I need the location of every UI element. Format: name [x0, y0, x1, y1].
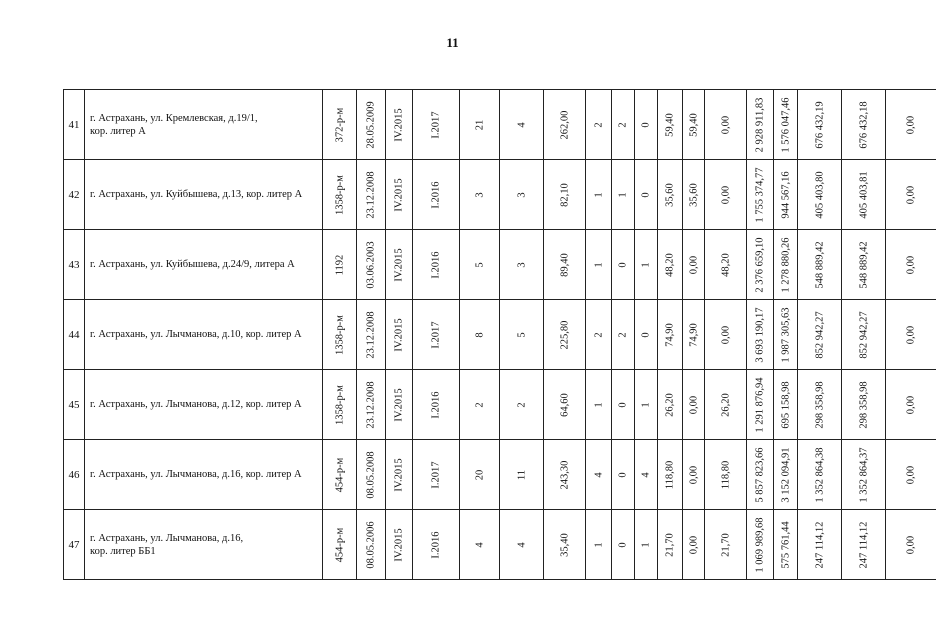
flats-municipal-cell [612, 510, 635, 580]
flats-private-cell [635, 160, 658, 230]
order-date-value: 08.05.2006 [365, 520, 377, 569]
area-cell [544, 300, 586, 370]
end-quarter-value: I.2016 [430, 250, 442, 279]
start-quarter-cell [386, 440, 413, 510]
order-date-value: 23.12.2008 [365, 310, 377, 359]
order-number-value: 454-р-м [334, 457, 345, 492]
residents-count-value: 5 [474, 261, 485, 268]
residents-count-cell [460, 160, 500, 230]
cost-total-value: 1 069 989,68 [754, 516, 766, 573]
cost-region-value: 1 352 864,38 [814, 446, 825, 503]
housing-register-table [63, 89, 936, 580]
cost-municipal-cell [842, 370, 886, 440]
table-row [64, 230, 936, 300]
flats-municipal-cell [612, 440, 635, 510]
table-row [64, 160, 936, 230]
start-quarter-cell [386, 160, 413, 230]
cost-fund-cell [774, 440, 798, 510]
table-row [64, 510, 936, 580]
cost-total-value: 2 928 911,83 [754, 97, 766, 152]
cost-municipal-cell [842, 510, 886, 580]
order-date-value: 23.12.2008 [365, 170, 377, 219]
order-number-cell [323, 510, 357, 580]
area-cell [544, 370, 586, 440]
table-row [64, 90, 936, 160]
cost-municipal-cell [842, 440, 886, 510]
flats-total-cell [586, 440, 612, 510]
flats-total-value: 1 [593, 541, 604, 548]
cost-municipal-value: 1 352 864,37 [858, 446, 869, 503]
cost-fund-cell [774, 230, 798, 300]
area-total-value: 48,20 [664, 252, 676, 277]
address-cell: г. Астрахань, ул. Лычманова, д.16, кор. литер А [85, 440, 323, 510]
order-number-value: 372-р-м [334, 107, 345, 142]
residents-count-value: 20 [474, 469, 485, 480]
area-total-value: 118,80 [664, 460, 676, 489]
cost-fund-value: 1 987 305,63 [780, 306, 791, 363]
flats-municipal-cell [612, 230, 635, 300]
area-total-value: 26,20 [664, 392, 676, 417]
area-value: 89,40 [559, 252, 570, 277]
area-private-value: 48,20 [720, 252, 731, 277]
order-date-value: 08.05.2008 [365, 450, 377, 499]
area-municipal-cell [683, 510, 705, 580]
area-value: 64,60 [559, 392, 570, 417]
area-total-cell [658, 90, 683, 160]
cost-municipal-cell [842, 300, 886, 370]
flats-total-cell [586, 300, 612, 370]
address-cell: г. Астрахань, ул. Куйбышева, д.24/9, литера А [85, 230, 323, 300]
flats-private-value: 0 [640, 331, 652, 338]
area-municipal-cell [683, 440, 705, 510]
residents-count-cell [460, 90, 500, 160]
cost-municipal-value: 298 358,98 [858, 380, 869, 429]
cost-fund-cell [774, 510, 798, 580]
order-date-value: 28.05.2009 [365, 100, 377, 149]
start-quarter-value: IV.2015 [393, 107, 405, 142]
end-quarter-value: I.2016 [430, 180, 442, 209]
flats-total-value: 1 [593, 261, 604, 268]
order-number-value: 1358-р-м [334, 174, 345, 215]
flats-total-value: 1 [593, 401, 604, 408]
start-quarter-cell [386, 230, 413, 300]
area-total-cell [658, 300, 683, 370]
cost-region-cell [798, 160, 842, 230]
order-number-value: 1358-р-м [334, 384, 345, 425]
flats-total-value: 2 [593, 121, 604, 128]
cost-total-cell [747, 300, 774, 370]
area-cell [544, 510, 586, 580]
area-municipal-cell [683, 90, 705, 160]
end-quarter-value: I.2016 [430, 530, 442, 559]
area-total-cell [658, 440, 683, 510]
cost-total-value: 1 291 876,94 [754, 376, 766, 433]
cost-fund-value: 1 278 880,26 [780, 236, 791, 293]
flats-total-value: 1 [593, 191, 604, 198]
area-value: 82,10 [559, 182, 570, 207]
order-number-cell [323, 160, 357, 230]
area-private-value: 118,80 [720, 460, 731, 489]
cost-other-cell [886, 300, 936, 370]
area-total-cell [658, 160, 683, 230]
flats-private-value: 1 [640, 401, 652, 408]
cost-fund-value: 575 761,44 [780, 520, 791, 569]
flats-count-cell [500, 370, 544, 440]
flats-municipal-value: 2 [617, 121, 629, 128]
flats-count-value: 4 [516, 121, 527, 128]
cost-municipal-value: 548 889,42 [858, 240, 869, 289]
cost-total-value: 5 857 823,66 [754, 446, 766, 503]
area-private-cell [705, 160, 747, 230]
flats-private-value: 0 [640, 191, 652, 198]
flats-count-cell [500, 230, 544, 300]
cost-municipal-value: 852 942,27 [858, 310, 869, 359]
cost-other-value: 0,00 [905, 395, 917, 414]
area-total-cell [658, 370, 683, 440]
flats-municipal-value: 0 [617, 401, 629, 408]
flats-private-value: 1 [640, 541, 652, 548]
area-private-cell [705, 230, 747, 300]
end-quarter-cell [413, 300, 460, 370]
start-quarter-cell [386, 90, 413, 160]
area-value: 262,00 [559, 110, 570, 139]
area-municipal-cell [683, 230, 705, 300]
flats-count-value: 11 [516, 469, 527, 480]
area-total-cell [658, 510, 683, 580]
cost-region-cell [798, 440, 842, 510]
cost-region-value: 676 432,19 [814, 100, 825, 149]
flats-private-cell [635, 370, 658, 440]
address-cell: г. Астрахань, ул. Кремлевская, д.19/1, кор. литер А [85, 90, 323, 160]
start-quarter-value: IV.2015 [393, 317, 405, 352]
cost-region-cell [798, 300, 842, 370]
area-municipal-value: 35,60 [688, 182, 699, 207]
order-number-cell [323, 440, 357, 510]
flats-total-cell [586, 90, 612, 160]
cost-total-value: 2 376 659,10 [754, 236, 766, 293]
flats-municipal-value: 0 [617, 541, 629, 548]
area-total-value: 74,90 [664, 322, 676, 347]
cost-region-value: 852 942,27 [814, 310, 825, 359]
start-quarter-value: IV.2015 [393, 247, 405, 282]
table-row [64, 370, 936, 440]
end-quarter-cell [413, 440, 460, 510]
order-date-cell [357, 300, 386, 370]
residents-count-cell [460, 300, 500, 370]
cost-other-cell [886, 230, 936, 300]
residents-count-value: 2 [474, 401, 485, 408]
cost-fund-cell [774, 90, 798, 160]
cost-municipal-cell [842, 90, 886, 160]
end-quarter-cell [413, 230, 460, 300]
address-cell: г. Астрахань, ул. Лычманова, д.10, кор. литер А [85, 300, 323, 370]
cost-municipal-value: 676 432,18 [858, 100, 869, 149]
area-total-value: 35,60 [664, 182, 676, 207]
cost-municipal-cell [842, 230, 886, 300]
area-private-cell [705, 90, 747, 160]
flats-total-value: 4 [593, 471, 604, 478]
cost-total-cell [747, 510, 774, 580]
order-date-cell [357, 230, 386, 300]
start-quarter-value: IV.2015 [393, 177, 405, 212]
flats-private-cell [635, 90, 658, 160]
area-private-value: 26,20 [720, 392, 731, 417]
flats-count-cell [500, 90, 544, 160]
table-row [64, 440, 936, 510]
flats-private-cell [635, 230, 658, 300]
table-row [64, 300, 936, 370]
residents-count-value: 3 [474, 191, 485, 198]
row-number: 47 [64, 510, 85, 580]
start-quarter-value: IV.2015 [393, 457, 405, 492]
area-cell [544, 440, 586, 510]
residents-count-cell [460, 370, 500, 440]
area-cell [544, 160, 586, 230]
start-quarter-value: IV.2015 [393, 387, 405, 422]
address-cell: г. Астрахань, ул. Лычманова, д.16, кор. литер ББ1 [85, 510, 323, 580]
cost-other-cell [886, 90, 936, 160]
order-date-cell [357, 370, 386, 440]
cost-total-cell [747, 90, 774, 160]
residents-count-value: 4 [474, 541, 485, 548]
cost-fund-value: 1 576 047,46 [780, 96, 791, 153]
order-number-value: 454-р-м [334, 527, 345, 562]
flats-municipal-cell [612, 160, 635, 230]
flats-private-value: 0 [640, 121, 652, 128]
area-municipal-cell [683, 300, 705, 370]
cost-fund-cell [774, 160, 798, 230]
cost-region-cell [798, 90, 842, 160]
area-private-value: 0,00 [720, 325, 731, 344]
end-quarter-value: I.2017 [430, 110, 442, 139]
area-municipal-value: 0,00 [688, 255, 699, 274]
order-date-value: 03.06.2003 [365, 240, 377, 289]
area-private-value: 0,00 [720, 185, 731, 204]
area-municipal-value: 74,90 [688, 322, 699, 347]
end-quarter-value: I.2016 [430, 390, 442, 419]
area-municipal-value: 59,40 [688, 112, 699, 137]
cost-fund-cell [774, 300, 798, 370]
flats-private-value: 4 [640, 471, 652, 478]
area-municipal-cell [683, 370, 705, 440]
residents-count-cell [460, 230, 500, 300]
start-quarter-cell [386, 510, 413, 580]
flats-municipal-value: 0 [617, 261, 629, 268]
cost-other-value: 0,00 [905, 115, 917, 134]
order-date-cell [357, 440, 386, 510]
cost-fund-value: 944 567,16 [780, 170, 791, 219]
flats-private-cell [635, 440, 658, 510]
order-date-cell [357, 160, 386, 230]
flats-count-value: 5 [516, 331, 527, 338]
order-number-value: 1192 [334, 254, 345, 275]
flats-total-value: 2 [593, 331, 604, 338]
start-quarter-cell [386, 370, 413, 440]
flats-private-cell [635, 510, 658, 580]
area-private-cell [705, 300, 747, 370]
order-date-cell [357, 90, 386, 160]
area-private-cell [705, 440, 747, 510]
flats-total-cell [586, 510, 612, 580]
area-municipal-cell [683, 160, 705, 230]
flats-count-cell [500, 300, 544, 370]
row-number: 42 [64, 160, 85, 230]
flats-private-cell [635, 300, 658, 370]
cost-other-cell [886, 440, 936, 510]
cost-region-value: 405 403,80 [814, 170, 825, 219]
order-date-value: 23.12.2008 [365, 380, 377, 429]
cost-region-value: 247 114,12 [814, 521, 825, 568]
row-number: 44 [64, 300, 85, 370]
cost-fund-cell [774, 370, 798, 440]
cost-other-value: 0,00 [905, 255, 917, 274]
cost-fund-value: 3 152 094,91 [780, 446, 791, 503]
flats-municipal-cell [612, 300, 635, 370]
cost-other-cell [886, 510, 936, 580]
flats-total-cell [586, 160, 612, 230]
residents-count-value: 21 [474, 119, 485, 130]
area-value: 243,30 [559, 460, 570, 489]
end-quarter-cell [413, 370, 460, 440]
cost-other-value: 0,00 [905, 325, 917, 344]
row-number: 43 [64, 230, 85, 300]
area-municipal-value: 0,00 [688, 395, 699, 414]
area-cell [544, 90, 586, 160]
area-private-value: 21,70 [720, 532, 731, 557]
end-quarter-cell [413, 90, 460, 160]
address-cell: г. Астрахань, ул. Лычманова, д.12, кор. литер А [85, 370, 323, 440]
order-number-cell [323, 300, 357, 370]
flats-private-value: 1 [640, 261, 652, 268]
flats-total-cell [586, 230, 612, 300]
area-private-value: 0,00 [720, 115, 731, 134]
cost-region-cell [798, 370, 842, 440]
flats-municipal-value: 1 [617, 191, 629, 198]
cost-municipal-cell [842, 160, 886, 230]
cost-region-cell [798, 510, 842, 580]
residents-count-value: 8 [474, 331, 485, 338]
order-number-cell [323, 370, 357, 440]
cost-other-value: 0,00 [905, 185, 917, 204]
cost-total-cell [747, 440, 774, 510]
order-number-cell [323, 230, 357, 300]
order-number-cell [323, 90, 357, 160]
cost-region-value: 298 358,98 [814, 380, 825, 429]
area-value: 35,40 [559, 532, 570, 557]
cost-municipal-value: 405 403,81 [858, 170, 869, 219]
flats-municipal-cell [612, 370, 635, 440]
cost-total-cell [747, 370, 774, 440]
order-number-value: 1358-р-м [334, 314, 345, 355]
row-number: 46 [64, 440, 85, 510]
cost-municipal-value: 247 114,12 [858, 521, 869, 568]
end-quarter-value: I.2017 [430, 460, 442, 489]
cost-other-value: 0,00 [905, 535, 917, 554]
area-municipal-value: 0,00 [688, 535, 699, 554]
start-quarter-cell [386, 300, 413, 370]
start-quarter-value: IV.2015 [393, 527, 405, 562]
flats-count-value: 2 [516, 401, 527, 408]
flats-count-cell [500, 440, 544, 510]
area-cell [544, 230, 586, 300]
flats-count-cell [500, 510, 544, 580]
area-private-cell [705, 510, 747, 580]
cost-other-value: 0,00 [905, 465, 917, 484]
flats-count-cell [500, 160, 544, 230]
flats-count-value: 3 [516, 191, 527, 198]
area-value: 225,80 [559, 320, 570, 349]
row-number: 45 [64, 370, 85, 440]
cost-total-value: 1 755 374,77 [754, 166, 766, 223]
residents-count-cell [460, 510, 500, 580]
address-cell: г. Астрахань, ул. Куйбышева, д.13, кор. литер А [85, 160, 323, 230]
flats-total-cell [586, 370, 612, 440]
page-number: 11 [446, 35, 459, 50]
flats-municipal-value: 2 [617, 331, 629, 338]
end-quarter-cell [413, 510, 460, 580]
cost-total-cell [747, 230, 774, 300]
residents-count-cell [460, 440, 500, 510]
flats-municipal-value: 0 [617, 471, 629, 478]
cost-fund-value: 695 158,98 [780, 380, 791, 429]
flats-count-value: 3 [516, 261, 527, 268]
cost-region-cell [798, 230, 842, 300]
order-date-cell [357, 510, 386, 580]
cost-other-cell [886, 160, 936, 230]
cost-other-cell [886, 370, 936, 440]
area-total-value: 21,70 [664, 532, 676, 557]
end-quarter-cell [413, 160, 460, 230]
flats-count-value: 4 [516, 541, 527, 548]
area-total-cell [658, 230, 683, 300]
area-municipal-value: 0,00 [688, 465, 699, 484]
row-number: 41 [64, 90, 85, 160]
cost-region-value: 548 889,42 [814, 240, 825, 289]
cost-total-cell [747, 160, 774, 230]
area-private-cell [705, 370, 747, 440]
flats-municipal-cell [612, 90, 635, 160]
area-total-value: 59,40 [664, 112, 676, 137]
cost-total-value: 3 693 190,17 [754, 306, 766, 363]
end-quarter-value: I.2017 [430, 320, 442, 349]
